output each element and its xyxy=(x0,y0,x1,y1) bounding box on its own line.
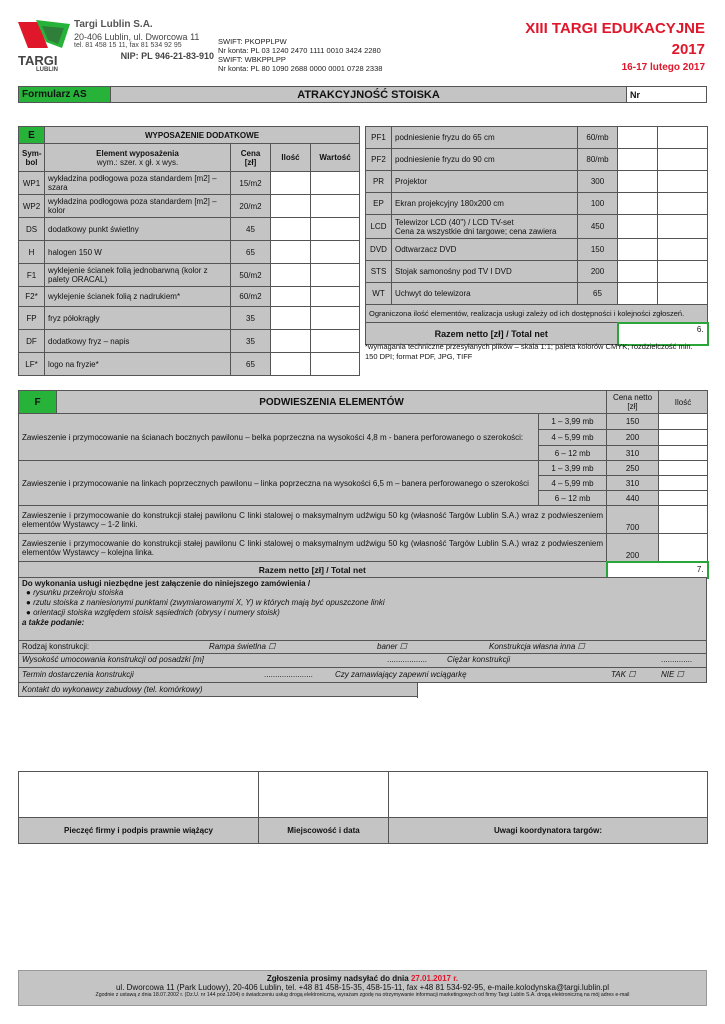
swift-2: SWIFT: WBKPPLPP xyxy=(218,55,286,64)
row-symbol: DF xyxy=(19,330,45,353)
row-name: Ekran projekcyjny 180x200 cm xyxy=(392,193,578,215)
qty-input[interactable] xyxy=(618,127,658,149)
height-label: Wysokość umocowania konstrukcji od posadzki [m] xyxy=(22,655,204,664)
deadline-input[interactable]: ...................... xyxy=(264,670,313,679)
value-input[interactable] xyxy=(311,264,360,287)
row-price: 150 xyxy=(578,239,618,261)
account-2: Nr konta: PL 80 1090 2688 0000 0001 0728 2338 xyxy=(218,64,383,73)
place-date-area[interactable] xyxy=(259,772,389,818)
value-input[interactable] xyxy=(311,241,360,264)
qty-input[interactable] xyxy=(271,307,311,330)
col-qty-f: Ilość xyxy=(659,391,708,414)
row-symbol: STS xyxy=(366,261,392,283)
height-input[interactable]: .................. xyxy=(387,655,428,664)
row-symbol: F1 xyxy=(19,264,45,287)
footer-address: ul. Dworcowa 11 (Park Ludowy), 20-406 Lublin, tel. +48 81 458-15-35, 458-15-11, fax +48 81 534-92-95, e-maile.kolodynska@targi.lublin.pl xyxy=(115,983,609,992)
qty-input[interactable] xyxy=(659,461,708,476)
winch-yes[interactable]: TAK ☐ xyxy=(611,670,636,679)
place-label: Miejscowość i data xyxy=(259,818,389,844)
req-item: rysunku przekroju stoiska xyxy=(33,588,124,597)
deadline-label: Termin dostarczenia konstrukcji xyxy=(22,670,134,679)
row-price: 60/m2 xyxy=(231,287,271,307)
value-input[interactable] xyxy=(311,195,360,218)
price: 310 xyxy=(607,446,659,461)
event-year: 2017 xyxy=(671,41,705,58)
row-symbol: DS xyxy=(19,218,45,241)
row-name: Projektor xyxy=(392,171,578,193)
row-price: 80/mb xyxy=(578,149,618,171)
signature-table xyxy=(18,771,708,844)
col-qty: Ilość xyxy=(271,144,311,172)
total-e-input[interactable]: 6. xyxy=(618,323,708,345)
qty-input[interactable] xyxy=(271,353,311,376)
qty-input[interactable] xyxy=(271,172,311,195)
form-title: ATRAKCYJNOŚĆ STOISKA xyxy=(111,87,627,103)
option-own[interactable]: Konstrukcja własna inna ☐ xyxy=(489,642,585,651)
price: 700 xyxy=(607,506,659,534)
option-banner[interactable]: baner ☐ xyxy=(377,642,407,651)
range: 1 – 3,99 mb xyxy=(539,414,607,430)
qty-input[interactable] xyxy=(618,239,658,261)
row-price: 100 xyxy=(578,193,618,215)
section-e-title: WYPOSAŻENIE DODATKOWE xyxy=(45,127,360,144)
qty-input[interactable] xyxy=(659,491,708,506)
range: 4 – 5,99 mb xyxy=(539,476,607,491)
row-symbol: EP xyxy=(366,193,392,215)
row-name: dodatkowy punkt świetlny xyxy=(45,218,231,241)
total-label-e: Razem netto [zł] / Total net xyxy=(366,323,618,345)
footer-deadline-date: 27.01.2017 r. xyxy=(410,974,459,983)
contact-label: Kontakt do wykonawcy zabudowy (tel. komórkowy) xyxy=(22,685,203,694)
row-symbol: LCD xyxy=(366,215,392,239)
company-nip: NIP: PL 946-21-83-910 xyxy=(120,51,214,61)
qty-input[interactable] xyxy=(271,264,311,287)
row-name: podniesienie fryzu do 65 cm xyxy=(392,127,578,149)
row-symbol: LF* xyxy=(19,353,45,376)
winch-no[interactable]: NIE ☐ xyxy=(661,670,684,679)
qty-input[interactable] xyxy=(618,171,658,193)
footer xyxy=(18,970,707,1006)
value-input[interactable] xyxy=(311,172,360,195)
qty-input[interactable] xyxy=(659,414,708,430)
row-price: 200 xyxy=(578,261,618,283)
col-symbol: Sym-bol xyxy=(19,144,45,172)
row-price: 450 xyxy=(578,215,618,239)
value-input[interactable] xyxy=(658,283,708,305)
row-name: podniesienie fryzu do 90 cm xyxy=(392,149,578,171)
row-symbol: FP xyxy=(19,307,45,330)
qty-input[interactable] xyxy=(271,287,311,307)
qty-input[interactable] xyxy=(659,446,708,461)
qty-input[interactable] xyxy=(271,330,311,353)
form-title-bar xyxy=(18,86,707,103)
row-price: 20/m2 xyxy=(231,195,271,218)
coordinator-area[interactable] xyxy=(389,772,708,818)
row-name: fryz półokrągły xyxy=(45,307,231,330)
account-1: Nr konta: PL 03 1240 2470 1111 0010 3424 2280 xyxy=(218,46,381,55)
row-name: logo na fryzie* xyxy=(45,353,231,376)
col-value: Wartość xyxy=(311,144,360,172)
row-name: Uchwyt do telewizora xyxy=(392,283,578,305)
row-name: Odtwarzacz DVD xyxy=(392,239,578,261)
price: 250 xyxy=(607,461,659,476)
value-input[interactable] xyxy=(658,239,708,261)
qty-input[interactable] xyxy=(618,149,658,171)
qty-input[interactable] xyxy=(659,476,708,491)
value-input[interactable] xyxy=(658,149,708,171)
row-name: wyklejenie ścianek folią z nadrukiem* xyxy=(45,287,231,307)
section-f-title: PODWIESZENIA ELEMENTÓW xyxy=(57,391,607,414)
tech-note: *wymagania techniczne przesyłanych plików – skala 1:1; paleta kolorów CMYK; rozdzielczość min. 150 DPI; format PDF, JPG, TIFF xyxy=(365,342,693,361)
total-label-f: Razem netto [zł] / Total net xyxy=(19,562,607,578)
row-price: 65 xyxy=(578,283,618,305)
logo-mark xyxy=(18,20,72,50)
qty-input[interactable] xyxy=(271,241,311,264)
value-input[interactable] xyxy=(311,353,360,376)
qty-input[interactable] xyxy=(618,283,658,305)
swift-1: SWIFT: PKOPPLPW xyxy=(218,37,287,46)
stamp-label: Pieczęć firmy i podpis prawnie wiążący xyxy=(19,818,259,844)
row-symbol: PF1 xyxy=(366,127,392,149)
company-address: 20-406 Lublin, ul. Dworcowa 11 xyxy=(74,32,200,42)
col-price: Cena [zł] xyxy=(231,144,271,172)
value-input[interactable] xyxy=(311,307,360,330)
value-input[interactable] xyxy=(658,127,708,149)
row-name: wykładzina podłogowa poza standardem [m2] – kolor xyxy=(45,195,231,218)
req-item: rzutu stoiska z naniesionymi punktami (zwymiarowanymi X, Y) w których mają być opuszczone linki xyxy=(33,598,385,607)
form-name: Formularz AS xyxy=(19,87,111,103)
company-phone: tel. 81 458 15 11, fax 81 534 92 95 xyxy=(74,42,182,49)
row-symbol: DVD xyxy=(366,239,392,261)
row-name: halogen 150 W xyxy=(45,241,231,264)
row-price: 35 xyxy=(231,307,271,330)
row-price: 50/m2 xyxy=(231,264,271,287)
value-input[interactable] xyxy=(658,215,708,239)
footer-legal: Zgodnie z ustawą z dnia 18.07.2002 r. (Dz.U. nr 144 poz.1204) o świadczeniu usług drogą elektroniczną, wyrażam zgodę na otrzymywanie informacji marketingowych od firmy Targi Lublin S.A. drogą elektroniczną na mój adres e-mail xyxy=(95,992,630,998)
row-symbol: H xyxy=(19,241,45,264)
row-price: 45 xyxy=(231,218,271,241)
range: 6 – 12 mb xyxy=(539,491,607,506)
row-price: 60/mb xyxy=(578,127,618,149)
row-name: dodatkowy fryz – napis xyxy=(45,330,231,353)
price: 150 xyxy=(607,414,659,430)
logo xyxy=(18,20,72,73)
range: 4 – 5,99 mb xyxy=(539,430,607,446)
price: 310 xyxy=(607,476,659,491)
requirements-title: Do wykonania usługi niezbędne jest załączenie do niniejszego zamówienia / xyxy=(22,579,311,588)
total-f-input[interactable]: 7. xyxy=(607,562,708,578)
qty-input[interactable] xyxy=(271,218,311,241)
event-title: XIII TARGI EDUKACYJNE xyxy=(525,20,705,37)
weight-input[interactable]: .............. xyxy=(661,655,693,664)
row-price: 300 xyxy=(578,171,618,193)
row-name: Telewizor LCD (40") / LCD TV-set xyxy=(395,217,514,227)
suspension-line-next: Zawieszenie i przymocowanie do konstrukcji stałej pawilonu C linki stalowej o maksymalnym udźwigu 50 kg (własność Targów Lublin S.A.) wraz z podwieszeniem elementów Wystawcy – kolejna linka. xyxy=(19,534,607,562)
option-ramp[interactable]: Rampa świetlna ☐ xyxy=(209,642,276,651)
footer-deadline-prefix: Zgłoszenia prosimy nadsyłać do dnia xyxy=(266,974,411,983)
row-symbol: PR xyxy=(366,171,392,193)
value-input[interactable] xyxy=(658,171,708,193)
company-name: Targi Lublin S.A. xyxy=(74,19,153,30)
suspension-table xyxy=(18,390,709,579)
equipment-table-right xyxy=(365,126,709,346)
price: 200 xyxy=(607,534,659,562)
winch-label: Czy zamawiający zapewni wciągarkę xyxy=(335,670,467,679)
equipment-table-left xyxy=(18,126,360,376)
value-input[interactable] xyxy=(658,261,708,283)
logo-text: TARGI xyxy=(18,53,58,68)
price: 200 xyxy=(607,430,659,446)
row-symbol: PF2 xyxy=(366,149,392,171)
row-note: Cena za wszystkie dni targowe; cena zawiera xyxy=(395,226,557,236)
qty-input[interactable] xyxy=(271,195,311,218)
row-name: wyklejenie ścianek folią jednobarwną (kolor z palety ORACAL) xyxy=(45,264,231,287)
logo-subtext: LUBLIN xyxy=(36,67,58,73)
limit-note: Ograniczona ilość elementów, realizacja usługi zależy od ich dostępności i kolejności zgłoszeń. xyxy=(366,305,708,323)
contact-input[interactable] xyxy=(417,683,708,698)
suspension-walls: Zawieszenie i przymocowanie na ścianach bocznych pawilonu – belka poprzeczna na wysokości 4,8 m - banera perforowanego o szerokości: xyxy=(19,414,539,461)
row-price: 65 xyxy=(231,353,271,376)
qty-input[interactable] xyxy=(618,261,658,283)
section-e-code: E xyxy=(19,127,45,144)
value-input[interactable] xyxy=(311,330,360,353)
row-name: wykładzina podłogowa poza standardem [m2] – szara xyxy=(45,172,231,195)
nr-field[interactable]: Nr xyxy=(627,87,707,103)
coordinator-label: Uwagi koordynatora targów: xyxy=(389,818,708,844)
requirements-box: Do wykonania usługi niezbędne jest załączenie do niniejszego zamówienia / ● rysunku przekroju stoiska ● rzutu stoiska z naniesionymi punktami (zwymiarowanymi X, Y) w których mają być opuszczone linki ● orientacji stoiska względem stoisk sąsiednich (obrysy i numery stoisk) a także podanie: Rodzaj konstrukcji: Rampa świetlna ☐ baner ☐ Konstrukcja własna inna ☐ Wysokość umocowania konstrukcji od posadzki [m] .................. Ciężar konstrukcji .............. Termin dostarczenia konstrukcji ...................... Czy zamawiający zapewni wciągarkę TAK ☐ NIE ☐ Kontakt do wykonawcy zabudowy (tel. komórkowy) xyxy=(18,577,707,697)
col-net-price: Cena netto [zł] xyxy=(607,391,659,414)
range: 1 – 3,99 mb xyxy=(539,461,607,476)
suspension-cables: Zawieszenie i przymocowanie na linkach poprzecznych pawilonu – linka poprzeczna na wysokości 6,5 m – banera perforowanego o szerokości xyxy=(19,461,539,506)
qty-input[interactable] xyxy=(618,193,658,215)
qty-input[interactable] xyxy=(618,215,658,239)
range: 6 – 12 mb xyxy=(539,446,607,461)
event-dates: 16-17 lutego 2017 xyxy=(621,62,705,73)
requirements-also: a także podanie: xyxy=(22,618,85,627)
weight-label: Ciężar konstrukcji xyxy=(447,655,511,664)
col-element: Element wyposażenia xyxy=(96,148,179,158)
value-input[interactable] xyxy=(658,193,708,215)
row-price: 65 xyxy=(231,241,271,264)
price: 440 xyxy=(607,491,659,506)
qty-input[interactable] xyxy=(659,430,708,446)
row-price: 35 xyxy=(231,330,271,353)
row-price: 15/m2 xyxy=(231,172,271,195)
row-symbol: WP2 xyxy=(19,195,45,218)
construction-label: Rodzaj konstrukcji: xyxy=(22,642,90,651)
row-name: Stojak samonośny pod TV I DVD xyxy=(392,261,578,283)
value-input[interactable] xyxy=(311,218,360,241)
stamp-area[interactable] xyxy=(19,772,259,818)
col-element-sub: wym.: szer. x gł. x wys. xyxy=(96,157,179,167)
value-input[interactable] xyxy=(311,287,360,307)
row-symbol: F2* xyxy=(19,287,45,307)
section-f-code: F xyxy=(19,391,57,414)
row-symbol: WT xyxy=(366,283,392,305)
suspension-line-first: Zawieszenie i przymocowanie do konstrukcji stałej pawilonu C linki stalowej o maksymalnym udźwigu 50 kg (własność Targów Lublin S.A.) wraz z podwieszeniem elementów Wystawcy – 1-2 linki. xyxy=(19,506,607,534)
qty-input[interactable] xyxy=(659,506,708,534)
row-symbol: WP1 xyxy=(19,172,45,195)
req-item: orientacji stoiska względem stoisk sąsiednich (obrysy i numery stoisk) xyxy=(33,608,280,617)
qty-input[interactable] xyxy=(659,534,708,562)
